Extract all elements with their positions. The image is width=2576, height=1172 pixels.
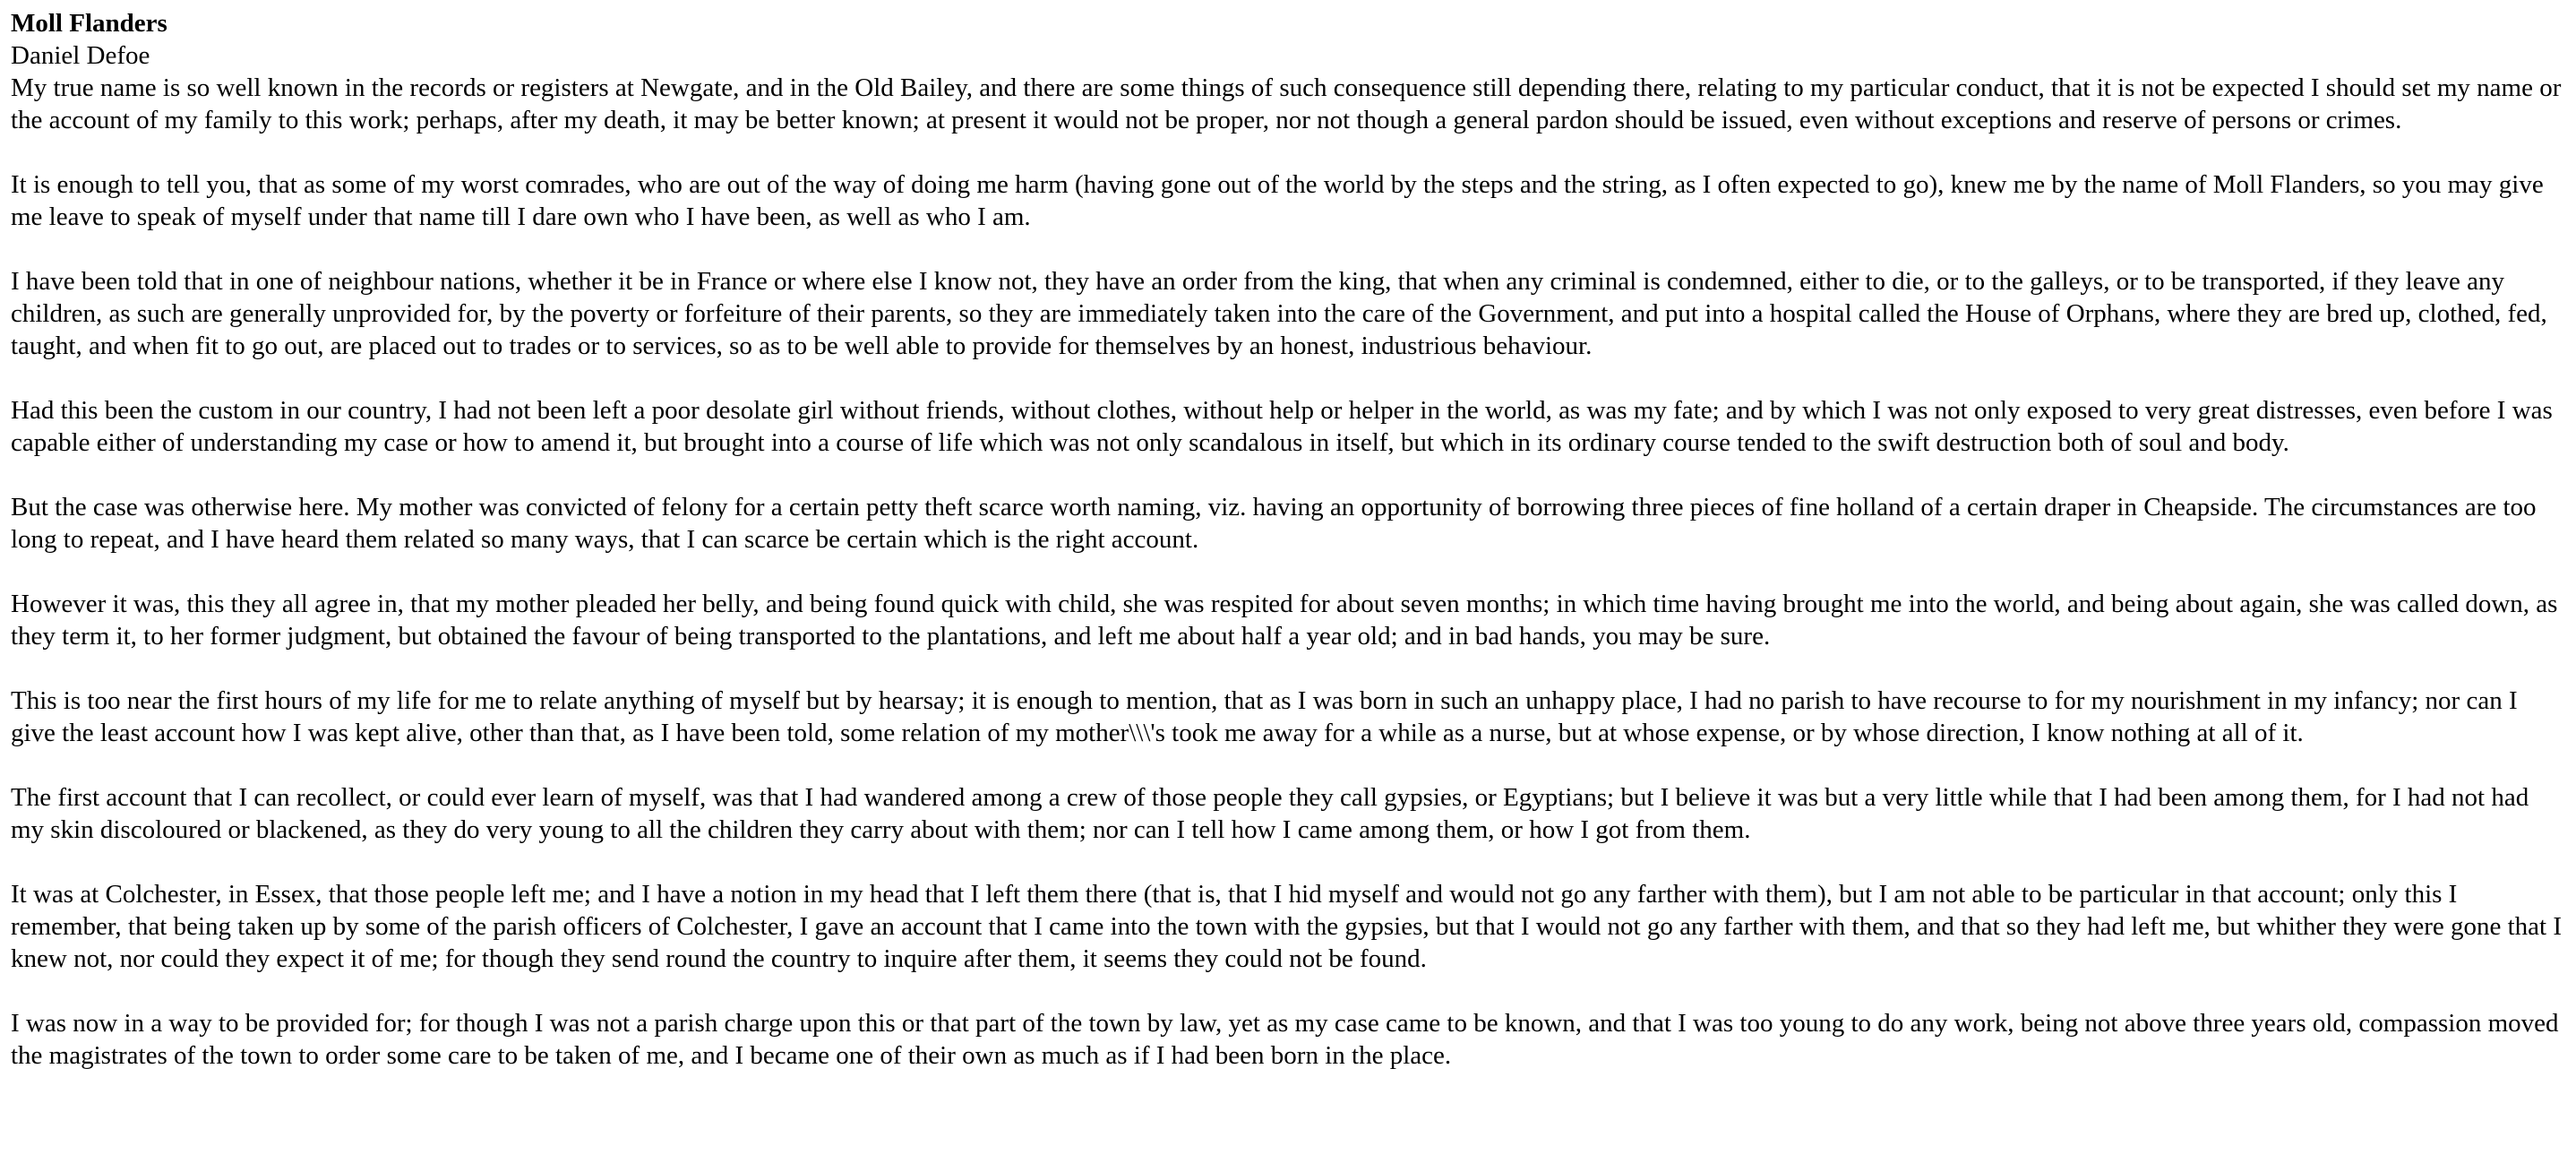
document	[11, 7, 2563, 1072]
paragraph: It is enough to tell you, that as some of my worst comrades, who are out of the way of doing me harm (having gone out of the world by the steps and the string, as I often expected to go), knew me by the name of Moll Flanders, so you may give me leave to speak of myself under that name till I dare own who I have been, as well as who I am.	[11, 170, 2544, 231]
book-text	[11, 72, 2563, 1072]
paragraph: I have been told that in one of neighbour nations, whether it be in France or where else I know not, they have an order from the king, that when any criminal is condemned, either to die, or to the galleys, or to be transported, if they leave any children, as such are generally unprovided for, by the poverty or forfeiture of their parents, so they are immediately taken into the care of the Government, and put into a hospital called the House of Orphans, where they are bred up, clothed, fed, taught, and when fit to go out, are placed out to trades or to services, so as to be well able to provide for themselves by an honest, industrious behaviour.	[11, 267, 2547, 360]
paragraph: I was now in a way to be provided for; for though I was not a parish charge upon this or that part of the town by law, yet as my case came to be known, and that I was too young to do any work, being not above three years old, compassion moved the magistrates of the town to order some care to be taken of me, and I became one of their own as much as if I had been born in the place.	[11, 1009, 2559, 1070]
paragraph: Had this been the custom in our country, I had not been left a poor desolate girl without friends, without clothes, without help or helper in the world, as was my fate; and by which I was not only exposed to very great distresses, even before I was capable either of understanding my case or how to amend it, but brought into a course of life which was not only scandalous in itself, but which in its ordinary course tended to the swift destruction both of soul and body.	[11, 396, 2553, 457]
paragraph: However it was, this they all agree in, that my mother pleaded her belly, and being found quick with child, she was respited for about seven months; in which time having brought me into the world, and being about again, she was called down, as they term it, to her former judgment, but obtained the favour of being transported to the plantations, and left me about half a year old; and in bad hands, you may be sure.	[11, 590, 2558, 651]
paragraph: My true name is so well known in the records or registers at Newgate, and in the Old Bailey, and there are some things of such consequence still depending there, relating to my particular conduct, that it is not be expected I should set my name or the account of my family to this work; perhaps, after my death, it may be better known; at present it would not be proper, nor not though a general pardon should be issued, even without exceptions and reserve of persons or crimes.	[11, 73, 2562, 134]
book-author: Daniel Defoe	[11, 41, 150, 70]
paragraph: This is too near the first hours of my life for me to relate anything of myself but by hearsay; it is enough to mention, that as I was born in such an unhappy place, I had no parish to have recourse to for my nourishment in my infancy; nor can I give the least account how I was kept alive, other than that, as I have been told, some relation of my mother\\\'s took me away for a while as a nurse, but at whose expense, or by whose direction, I know nothing at all of it.	[11, 686, 2518, 747]
paragraph: But the case was otherwise here. My mother was convicted of felony for a certain petty theft scarce worth naming, viz. having an opportunity of borrowing three pieces of fine holland of a certain draper in Cheapside. The circumstances are too long to repeat, and I have heard them related so many ways, that I can scarce be certain which is the right account.	[11, 493, 2537, 554]
paragraph: It was at Colchester, in Essex, that those people left me; and I have a notion in my head that I left them there (that is, that I hid myself and would not go any farther with them), but I am not able to be particular in that account; only this I remember, that being taken up by some of the parish officers of Colchester, I gave an account that I came into the town with the gypsies, but that I would not go any farther with them, and that so they had left me, but whither they were gone that I knew not, nor could they expect it of me; for though they send round the country to inquire after them, it seems they could not be found.	[11, 880, 2562, 973]
paragraph: The first account that I can recollect, or could ever learn of myself, was that I had wandered among a crew of those people they call gypsies, or Egyptians; but I believe it was but a very little while that I had been among them, for I had not had my skin discoloured or blackened, as they do very young to all the children they carry about with them; nor can I tell how I came among them, or how I got from them.	[11, 783, 2529, 844]
book-title: Moll Flanders	[11, 9, 167, 38]
